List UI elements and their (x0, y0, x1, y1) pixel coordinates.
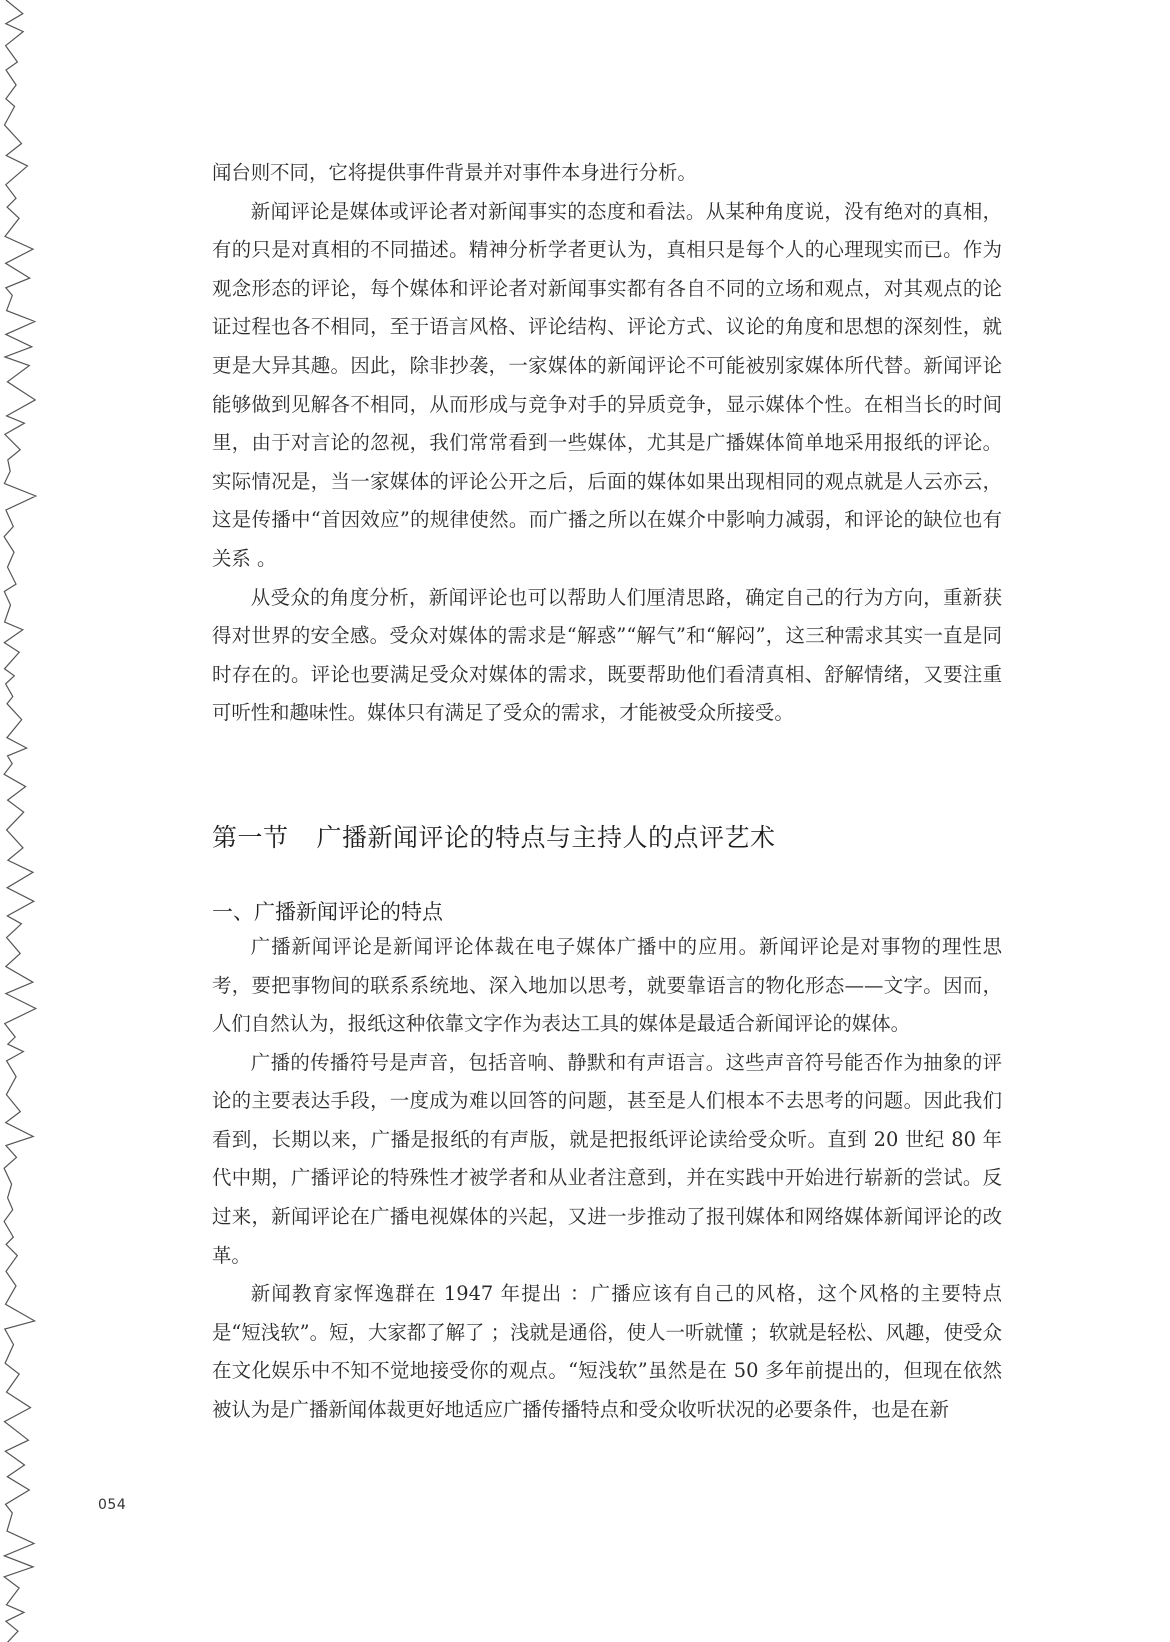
section-heading (212, 821, 1002, 855)
paragraph-continued: 闻台则不同，它将提供事件背景并对事件本身进行分析。 (212, 161, 697, 184)
section-number: 第一节 (212, 822, 289, 852)
page-body (212, 154, 1002, 1430)
paragraph: 新闻教育家恽逸群在 1947 年提出 ：广播应该有自己的风格，这个风格的主要特点是“短浅软”。短，大家都了解了 ；浅就是通俗，使人一听就懂 ；软就是轻松、风趣，使受众在文化娱乐中不知不觉地接受你的观点。“短浅软”虽然是在 50 多年前提出的，但现在依然被认为是广播新闻体裁更好地适应广播传播特点和受众收听状况的必要条件，也是在新 (212, 1282, 1002, 1422)
page-number: 054 (98, 1497, 127, 1513)
margin-wave-decoration (0, 0, 60, 1642)
paragraph: 广播的传播符号是声音，包括音响、静默和有声语言。这些声音符号能否作为抽象的评论的主要表达手段，一度成为难以回答的问题，甚至是人们根本不去思考的问题。因此我们看到，长期以来，广播是报纸的有声版，就是把报纸评论读给受众听。直到 20 世纪 80 年代中期，广播评论的特殊性才被学者和从业者注意到，并在实践中开始进行崭新的尝试。反过来，新闻评论在广播电视媒体的兴起，又进一步推动了报刊媒体和网络媒体新闻评论的改革。 (212, 1050, 1002, 1267)
paragraph: 广播新闻评论是新闻评论体裁在电子媒体广播中的应用。新闻评论是对事物的理性思考，要把事物间的联系系统地、深入地加以思考，就要靠语言的物化形态——文字。因而，人们自然认为，报纸这种依靠文字作为表达工具的媒体是最适合新闻评论的媒体。 (212, 934, 1002, 1036)
paragraph: 从受众的角度分析，新闻评论也可以帮助人们厘清思路，确定自己的行为方向，重新获得对世界的安全感。受众对媒体的需求是“解惑”“解气”和“解闷”，这三种需求其实一直是同时存在的。评论也要满足受众对媒体的需求，既要帮助他们看清真相、舒解情绪，又要注重可听性和趣味性。媒体只有满足了受众的需求，才能被受众所接受。 (212, 585, 1002, 725)
paragraph: 新闻评论是媒体或评论者对新闻事实的态度和看法。从某种角度说，没有绝对的真相，有的只是对真相的不同描述。精神分析学者更认为，真相只是每个人的心理现实而已。作为观念形态的评论，每个媒体和评论者对新闻事实都有各自不同的立场和观点，对其观点的论证过程也各不相同，至于语言风格、评论结构、评论方式、议论的角度和思想的深刻性，就更是大异其趣。因此，除非抄袭，一家媒体的新闻评论不可能被别家媒体所代替。新闻评论能够做到见解各不相同，从而形成与竞争对手的异质竞争，显示媒体个性。在相当长的时间里，由于对言论的忽视，我们常常看到一些媒体，尤其是广播媒体简单地采用报纸的评论。实际情况是，当一家媒体的评论公开之后，后面的媒体如果出现相同的观点就是人云亦云，这是传播中“首因效应”的规律使然。而广播之所以在媒介中影响力减弱，和评论的缺位也有关系 。 (212, 199, 1002, 570)
section-title: 广播新闻评论的特点与主持人的点评艺术 (316, 822, 776, 852)
subsection-heading: 一、广播新闻评论的特点 (212, 899, 443, 924)
